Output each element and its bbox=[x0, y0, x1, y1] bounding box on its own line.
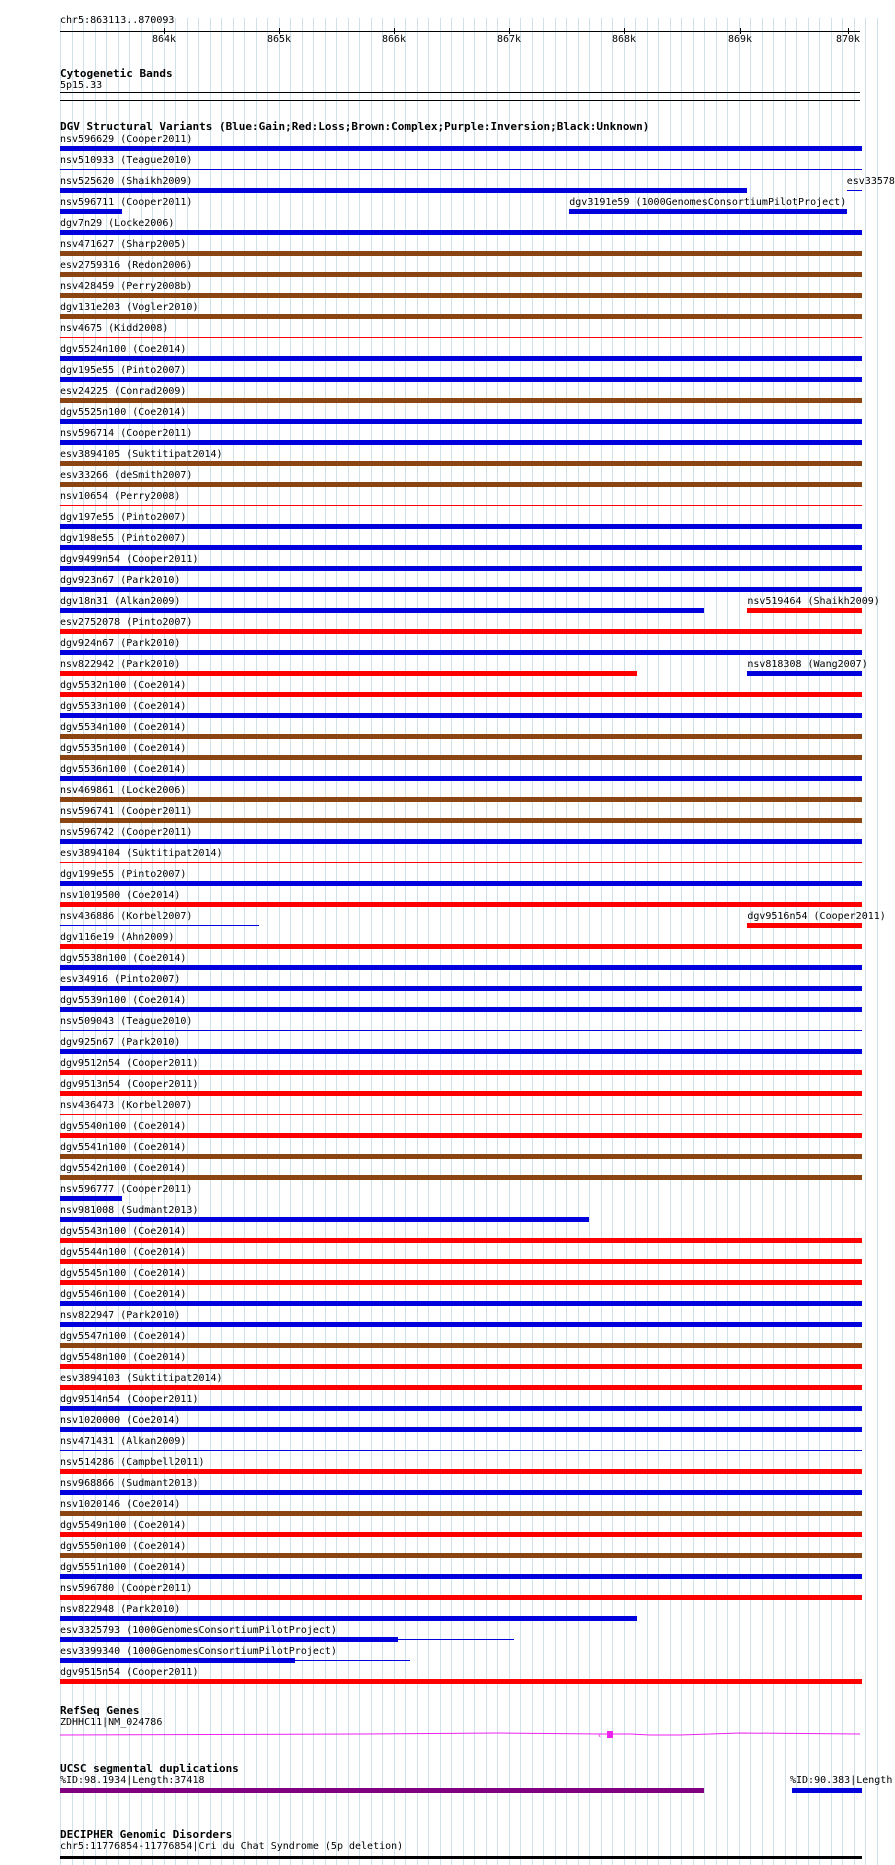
dgv-feature-bar-loss[interactable] bbox=[60, 902, 862, 907]
dgv-feature-label[interactable]: esv3894105 (Suktitipat2014) bbox=[60, 449, 223, 460]
dgv-feature-label[interactable]: nsv596777 (Cooper2011) bbox=[60, 1184, 193, 1195]
dgv-feature-label[interactable]: nsv596742 (Cooper2011) bbox=[60, 827, 193, 838]
dgv-feature-label[interactable]: dgv5534n100 (Coe2014) bbox=[60, 722, 187, 733]
dgv-feature-label[interactable]: dgv7n29 (Locke2006) bbox=[60, 218, 175, 229]
segdup-item2-label[interactable]: %ID:90.383|Length bbox=[790, 1775, 893, 1786]
dgv-feature-label[interactable]: nsv471431 (Alkan2009) bbox=[60, 1436, 187, 1447]
dgv-feature-bar-complex[interactable] bbox=[60, 1154, 862, 1159]
dgv-feature-bar-loss[interactable] bbox=[60, 862, 862, 863]
dgv-feature-label[interactable]: esv3894103 (Suktitipat2014) bbox=[60, 1373, 223, 1384]
dgv-feature-bar-gain[interactable] bbox=[60, 440, 862, 445]
dgv-feature-label[interactable]: nsv1020000 (Coe2014) bbox=[60, 1415, 181, 1426]
grid-line bbox=[865, 18, 866, 1865]
dgv-feature-label[interactable]: dgv9499n54 (Cooper2011) bbox=[60, 554, 199, 565]
dgv-feature-label[interactable]: dgv9514n54 (Cooper2011) bbox=[60, 1394, 199, 1405]
dgv-feature-bar-loss[interactable] bbox=[747, 608, 862, 613]
dgv-feature-bar-gain[interactable] bbox=[60, 1406, 862, 1411]
ruler-tick-label: 864k bbox=[152, 34, 177, 45]
dgv-feature-label[interactable]: dgv5545n100 (Coe2014) bbox=[60, 1268, 187, 1279]
dgv-feature-label[interactable]: esv24225 (Conrad2009) bbox=[60, 386, 187, 397]
dgv-feature-label[interactable]: dgv5550n100 (Coe2014) bbox=[60, 1541, 187, 1552]
dgv-feature-label[interactable]: dgv924n67 (Park2010) bbox=[60, 638, 181, 649]
dgv-feature-label[interactable]: dgv923n67 (Park2010) bbox=[60, 575, 181, 586]
dgv-feature-bar-gain[interactable] bbox=[569, 209, 846, 214]
dgv-feature-bar-gain[interactable] bbox=[60, 356, 862, 361]
dgv-feature-bar-loss[interactable] bbox=[60, 1532, 862, 1537]
dgv-feature-label[interactable]: dgv925n67 (Park2010) bbox=[60, 1037, 181, 1048]
dgv-feature-bar-gain[interactable] bbox=[60, 839, 862, 844]
dgv-feature-bar-complex[interactable] bbox=[60, 251, 862, 256]
dgv-feature-bar-loss[interactable] bbox=[60, 629, 862, 634]
refseq-exon bbox=[607, 1731, 613, 1738]
dgv-feature-label[interactable]: dgv131e203 (Vogler2010) bbox=[60, 302, 199, 313]
dgv-feature-bar-gain[interactable] bbox=[60, 713, 862, 718]
dgv-feature-bar-gain[interactable] bbox=[60, 1301, 862, 1306]
dgv-feature-bar-gain[interactable] bbox=[60, 1574, 862, 1579]
dgv-feature-label[interactable]: esv2759316 (Redon2006) bbox=[60, 260, 193, 271]
dgv-feature-bar-loss[interactable] bbox=[60, 505, 862, 506]
dgv-feature-bar-loss[interactable] bbox=[60, 1114, 862, 1115]
ruler-tick-label: 867k bbox=[497, 34, 522, 45]
dgv-feature-label[interactable]: nsv10654 (Perry2008) bbox=[60, 491, 181, 502]
dgv-feature-label[interactable]: nsv1020146 (Coe2014) bbox=[60, 1499, 181, 1510]
dgv-feature-label[interactable]: nsv471627 (Sharp2005) bbox=[60, 239, 187, 250]
dgv-feature-bar-complex[interactable] bbox=[60, 1175, 862, 1180]
dgv-feature-label[interactable]: dgv18n31 (Alkan2009) bbox=[60, 596, 181, 607]
dgv-feature-label[interactable]: nsv510933 (Teague2010) bbox=[60, 155, 193, 166]
cytoband-bar-lower bbox=[60, 100, 860, 101]
dgv-feature-label[interactable]: dgv5548n100 (Coe2014) bbox=[60, 1352, 187, 1363]
dgv-feature-bar-gain[interactable] bbox=[60, 986, 862, 991]
dgv-feature-bar-loss[interactable] bbox=[60, 944, 862, 949]
dgv-feature-bar-loss[interactable] bbox=[60, 337, 862, 338]
dgv-feature-label[interactable]: dgv5546n100 (Coe2014) bbox=[60, 1289, 187, 1300]
dgv-feature-label[interactable]: dgv5525n100 (Coe2014) bbox=[60, 407, 187, 418]
dgv-feature-bar-gain[interactable] bbox=[60, 650, 862, 655]
ruler-tick-label: 866k bbox=[382, 34, 407, 45]
dgv-feature-bar-gain[interactable] bbox=[60, 965, 862, 970]
dgv-feature-label[interactable]: nsv596711 (Cooper2011) bbox=[60, 197, 193, 208]
dgv-feature-bar-gain[interactable] bbox=[60, 776, 862, 781]
dgv-feature-bar-gain[interactable] bbox=[60, 188, 747, 193]
dgv-feature-bar-complex[interactable] bbox=[60, 293, 862, 298]
dgv-feature-label[interactable]: dgv5549n100 (Coe2014) bbox=[60, 1520, 187, 1531]
decipher-item-label[interactable]: chr5:11776854-11776854|Cri du Chat Syndrome (5p deletion) bbox=[60, 1841, 404, 1852]
cytoband-label[interactable]: 5p15.33 bbox=[60, 80, 103, 91]
refseq-gene-label[interactable]: ZDHHC11|NM_024786 bbox=[60, 1717, 163, 1728]
dgv-feature-label[interactable]: dgv198e55 (Pinto2007) bbox=[60, 533, 187, 544]
dgv-feature-bar-complex[interactable] bbox=[60, 734, 862, 739]
decipher-title: DECIPHER Genomic Disorders bbox=[60, 1828, 233, 1841]
dgv-feature-bar-gain[interactable] bbox=[60, 587, 862, 592]
segdup-title: UCSC segmental duplications bbox=[60, 1762, 239, 1775]
dgv-feature-bar-loss[interactable] bbox=[60, 1133, 862, 1138]
dgv-feature-bar-loss[interactable] bbox=[60, 1595, 862, 1600]
dgv-feature-bar-gain[interactable] bbox=[60, 545, 862, 550]
grid-line bbox=[877, 18, 878, 1865]
dgv-feature-label[interactable]: nsv596629 (Cooper2011) bbox=[60, 134, 193, 145]
dgv-feature-bar-loss[interactable] bbox=[60, 1238, 862, 1243]
dgv-feature-bar-gain[interactable] bbox=[60, 1616, 637, 1621]
dgv-feature-bar-loss[interactable] bbox=[60, 1469, 862, 1474]
ruler-tick-label: 870k bbox=[836, 34, 861, 45]
dgv-feature-label[interactable]: dgv5542n100 (Coe2014) bbox=[60, 1163, 187, 1174]
segdup-item1-label[interactable]: %ID:98.1934|Length:37418 bbox=[60, 1775, 205, 1786]
dgv-feature-bar-gain[interactable] bbox=[60, 608, 704, 613]
dgv-feature-bar-loss[interactable] bbox=[60, 1070, 862, 1075]
dgv-feature-bar-gain[interactable] bbox=[60, 881, 862, 886]
dgv-feature-label[interactable]: esv3894104 (Suktitipat2014) bbox=[60, 848, 223, 859]
dgv-track-title: DGV Structural Variants (Blue:Gain;Red:Loss;Brown:Complex;Purple:Inversion;Black:Unknown) bbox=[60, 120, 650, 133]
dgv-feature-bar-complex[interactable] bbox=[60, 461, 862, 466]
dgv-feature-label[interactable]: dgv195e55 (Pinto2007) bbox=[60, 365, 187, 376]
dgv-feature-bar-gain[interactable] bbox=[60, 1450, 862, 1451]
ruler-tick-label: 868k bbox=[612, 34, 637, 45]
dgv-feature-label[interactable]: dgv5532n100 (Coe2014) bbox=[60, 680, 187, 691]
dgv-feature-bar-loss[interactable] bbox=[60, 1364, 862, 1369]
dgv-feature-label[interactable]: dgv199e55 (Pinto2007) bbox=[60, 869, 187, 880]
dgv-feature-bar-gain[interactable] bbox=[60, 1427, 862, 1432]
cytoband-title: Cytogenetic Bands bbox=[60, 67, 173, 80]
dgv-feature-label[interactable]: dgv5536n100 (Coe2014) bbox=[60, 764, 187, 775]
dgv-feature-bar-gain[interactable] bbox=[60, 524, 862, 529]
dgv-feature-label[interactable]: dgv9512n54 (Cooper2011) bbox=[60, 1058, 199, 1069]
dgv-feature-label[interactable]: nsv428459 (Perry2008b) bbox=[60, 281, 193, 292]
dgv-feature-bar-loss[interactable] bbox=[60, 671, 637, 676]
dgv-feature-label[interactable]: dgv5538n100 (Coe2014) bbox=[60, 953, 187, 964]
dgv-feature-label[interactable]: nsv596741 (Cooper2011) bbox=[60, 806, 193, 817]
dgv-feature-label[interactable]: nsv981008 (Sudmant2013) bbox=[60, 1205, 199, 1216]
dgv-feature-label[interactable]: nsv436886 (Korbel2007) bbox=[60, 911, 193, 922]
dgv-feature-label[interactable]: esv33266 (deSmith2007) bbox=[60, 470, 193, 481]
dgv-feature-label-secondary[interactable]: dgv3191e59 (1000GenomesConsortiumPilotProject) bbox=[569, 197, 847, 208]
ruler-tick-label: 865k bbox=[267, 34, 292, 45]
dgv-feature-label[interactable]: dgv5539n100 (Coe2014) bbox=[60, 995, 187, 1006]
dgv-feature-label[interactable]: dgv116e19 (Ahn2009) bbox=[60, 932, 175, 943]
dgv-feature-label[interactable]: dgv5533n100 (Coe2014) bbox=[60, 701, 187, 712]
dgv-feature-label[interactable]: esv2752078 (Pinto2007) bbox=[60, 617, 193, 628]
dgv-feature-label[interactable]: nsv822942 (Park2010) bbox=[60, 659, 181, 670]
dgv-feature-extension[interactable] bbox=[295, 1660, 410, 1661]
dgv-feature-label[interactable]: dgv5524n100 (Coe2014) bbox=[60, 344, 187, 355]
dgv-feature-label[interactable]: nsv469861 (Locke2006) bbox=[60, 785, 187, 796]
cytoband-bar[interactable] bbox=[60, 92, 860, 93]
dgv-feature-bar-complex[interactable] bbox=[60, 482, 862, 487]
dgv-feature-label-secondary[interactable]: dgv9516n54 (Cooper2011) bbox=[747, 911, 886, 922]
dgv-feature-bar-loss[interactable] bbox=[60, 1280, 862, 1285]
dgv-feature-bar-gain[interactable] bbox=[60, 1217, 589, 1222]
ruler-tick-label: 869k bbox=[728, 34, 753, 45]
dgv-feature-bar-gain[interactable] bbox=[60, 146, 862, 151]
dgv-feature-bar-gain[interactable] bbox=[60, 1049, 862, 1054]
dgv-feature-bar-complex[interactable] bbox=[60, 818, 862, 823]
dgv-feature-bar-gain[interactable] bbox=[60, 1637, 398, 1642]
dgv-feature-bar-gain[interactable] bbox=[60, 1196, 122, 1201]
dgv-feature-label-secondary[interactable]: nsv818308 (Wang2007) bbox=[747, 659, 868, 670]
dgv-feature-bar-gain[interactable] bbox=[60, 1030, 862, 1031]
dgv-feature-bar-complex[interactable] bbox=[60, 797, 862, 802]
dgv-feature-bar-gain[interactable] bbox=[60, 566, 862, 571]
dgv-feature-label[interactable]: nsv822948 (Park2010) bbox=[60, 1604, 181, 1615]
dgv-feature-bar-complex[interactable] bbox=[60, 398, 862, 403]
dgv-feature-bar-gain[interactable] bbox=[60, 419, 862, 424]
dgv-feature-bar-complex[interactable] bbox=[60, 1511, 862, 1516]
dgv-feature-bar-gain[interactable] bbox=[60, 230, 862, 235]
dgv-feature-bar-gain[interactable] bbox=[60, 1658, 295, 1663]
dgv-feature-bar-loss[interactable] bbox=[60, 1679, 862, 1684]
dgv-feature-label[interactable]: nsv4675 (Kidd2008) bbox=[60, 323, 169, 334]
dgv-feature-label[interactable]: dgv9513n54 (Cooper2011) bbox=[60, 1079, 199, 1090]
dgv-feature-label[interactable]: esv3325793 (1000GenomesConsortiumPilotProject) bbox=[60, 1625, 337, 1636]
dgv-feature-bar-loss[interactable] bbox=[747, 923, 862, 928]
dgv-feature-bar-loss[interactable] bbox=[60, 1385, 862, 1390]
dgv-feature-label[interactable]: esv3399340 (1000GenomesConsortiumPilotProject) bbox=[60, 1646, 337, 1657]
dgv-feature-bar-gain[interactable] bbox=[60, 1007, 862, 1012]
segdup-item2-bar[interactable] bbox=[792, 1788, 862, 1793]
dgv-feature-bar-loss[interactable] bbox=[60, 692, 862, 697]
refseq-gene-model[interactable] bbox=[60, 1728, 865, 1742]
dgv-feature-bar-gain[interactable] bbox=[847, 190, 862, 191]
dgv-feature-label[interactable]: dgv5540n100 (Coe2014) bbox=[60, 1121, 187, 1132]
dgv-feature-label[interactable]: dgv5535n100 (Coe2014) bbox=[60, 743, 187, 754]
decipher-item-bar[interactable] bbox=[60, 1856, 862, 1859]
dgv-feature-bar-complex[interactable] bbox=[60, 314, 862, 319]
dgv-feature-label[interactable]: nsv968866 (Sudmant2013) bbox=[60, 1478, 199, 1489]
dgv-feature-bar-gain[interactable] bbox=[747, 671, 862, 676]
range-label: chr5:863113..870093 bbox=[60, 15, 175, 26]
dgv-feature-bar-loss[interactable] bbox=[60, 1091, 862, 1096]
dgv-feature-label[interactable]: dgv5541n100 (Coe2014) bbox=[60, 1142, 187, 1153]
dgv-feature-label[interactable]: nsv525620 (Shaikh2009) bbox=[60, 176, 193, 187]
dgv-feature-label[interactable]: nsv436473 (Korbel2007) bbox=[60, 1100, 193, 1111]
dgv-feature-bar-gain[interactable] bbox=[60, 1490, 862, 1495]
dgv-feature-extension[interactable] bbox=[398, 1639, 513, 1640]
dgv-feature-label[interactable]: nsv596714 (Cooper2011) bbox=[60, 428, 193, 439]
dgv-feature-label[interactable]: nsv509043 (Teague2010) bbox=[60, 1016, 193, 1027]
dgv-feature-bar-gain[interactable] bbox=[60, 925, 259, 926]
dgv-feature-label[interactable]: nsv514286 (Campbell2011) bbox=[60, 1457, 205, 1468]
dgv-feature-label[interactable]: nsv596780 (Cooper2011) bbox=[60, 1583, 193, 1594]
dgv-feature-label[interactable]: dgv197e55 (Pinto2007) bbox=[60, 512, 187, 523]
dgv-feature-label-secondary[interactable]: esv33578 bbox=[846, 176, 895, 187]
dgv-feature-bar-complex[interactable] bbox=[60, 1343, 862, 1348]
dgv-feature-bar-gain[interactable] bbox=[60, 209, 122, 214]
dgv-feature-label[interactable]: dgv9515n54 (Cooper2011) bbox=[60, 1667, 199, 1678]
dgv-feature-bar-gain[interactable] bbox=[60, 169, 862, 170]
dgv-feature-label[interactable]: esv34916 (Pinto2007) bbox=[60, 974, 181, 985]
dgv-feature-label[interactable]: nsv822947 (Park2010) bbox=[60, 1310, 181, 1321]
dgv-feature-label[interactable]: dgv5544n100 (Coe2014) bbox=[60, 1247, 187, 1258]
dgv-feature-bar-loss[interactable] bbox=[60, 1259, 862, 1264]
dgv-feature-bar-gain[interactable] bbox=[60, 1322, 862, 1327]
dgv-feature-label[interactable]: dgv5551n100 (Coe2014) bbox=[60, 1562, 187, 1573]
dgv-feature-label[interactable]: nsv1019500 (Coe2014) bbox=[60, 890, 181, 901]
dgv-feature-bar-complex[interactable] bbox=[60, 1553, 862, 1558]
svg-text:‹: ‹ bbox=[598, 1731, 602, 1740]
dgv-feature-label[interactable]: dgv5547n100 (Coe2014) bbox=[60, 1331, 187, 1342]
dgv-feature-label-secondary[interactable]: nsv519464 (Shaikh2009) bbox=[747, 596, 880, 607]
dgv-feature-label[interactable]: dgv5543n100 (Coe2014) bbox=[60, 1226, 187, 1237]
dgv-feature-bar-complex[interactable] bbox=[60, 755, 862, 760]
dgv-feature-bar-complex[interactable] bbox=[60, 272, 862, 277]
refseq-title: RefSeq Genes bbox=[60, 1704, 140, 1717]
dgv-feature-bar-gain[interactable] bbox=[60, 377, 862, 382]
segdup-item1-bar[interactable] bbox=[60, 1788, 704, 1793]
